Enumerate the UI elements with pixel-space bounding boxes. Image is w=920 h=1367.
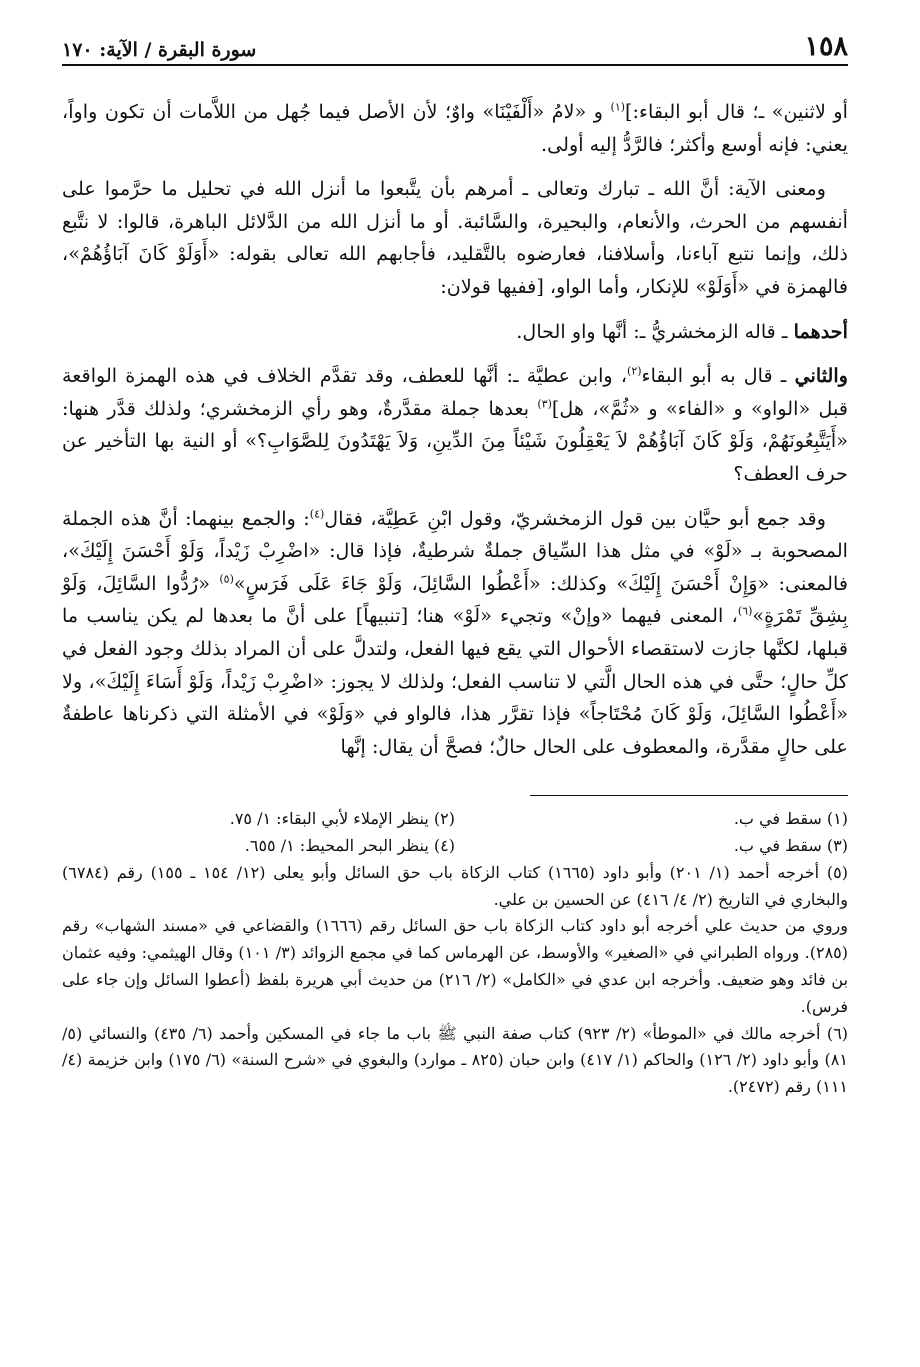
paragraph-5-text-c: «رُدُّوا السَّائِلَ، وَلَوْ بِشِقِّ تَمْرَةٍ»	[62, 571, 848, 628]
footnote-ref-5: (٥)	[219, 572, 234, 586]
footnote-ref-3: (٣)	[537, 397, 552, 411]
paragraph-4	[62, 360, 848, 490]
paragraph-4-text-a: ـ قال به أبو البقاء	[641, 364, 795, 388]
main-text	[62, 96, 848, 763]
page-number: ١٥٨	[804, 31, 848, 62]
footnote-ref-4: (٤)	[309, 507, 325, 521]
paragraph-4-text-b: ، وابن عطيَّة ـ: أنَّها للعطف، وقد تقدَّم الخلاف في هذه الهمزة الواقعة قبل «الواو» و «الفاء» و «ثُمَّ»، هل]	[62, 364, 848, 420]
footnote-row-2	[62, 833, 848, 860]
paragraph-4-lead: والثاني	[794, 364, 848, 388]
footnote-separator	[530, 795, 848, 796]
footnote-4: (٤) ينظر البحر المحيط: ١/ ٦٥٥.	[244, 836, 455, 856]
footnotes	[62, 806, 848, 1101]
paragraph-2: ومعنى الآية: أنَّ الله ـ تبارك وتعالى ـ أمرهم بأن يتَّبعوا ما أنزل الله في تحليل ما حرَّموا على أنفسهم من الحرث، والأنعام، والبحيرة، والسَّائبة. أو ما أنزل الله من الدَّلائل الباهرة، قالوا: لا نتَّبع ذلك، وإنما نتبع آباءنا، وأسلافنا، فعارضوه بالتَّقليد، فأجابهم الله تعالى بقوله: «أَوَلَوْ كَانَ آبَاؤُهُمْ»، فالهمزة في «أَوَلَوْ» للإنكار، وأما الواو، [ففيها قولان:	[62, 177, 848, 298]
footnote-1: (١) سقط في ب.	[733, 809, 848, 829]
paragraph-1	[62, 96, 848, 161]
paragraph-3-rest: ـ قاله الزمخشريُّ ـ: أنَّها واو الحال.	[516, 319, 794, 343]
footnote-separator-wrap	[62, 775, 848, 806]
footnote-row-1	[62, 806, 848, 833]
page-header	[62, 26, 848, 66]
footnote-ref-6: (٦)	[737, 604, 753, 618]
paragraph-1-rest: و «لامُ «أَلْفَيْنَا» واوٌ؛ لأن الأصل فيما جُهل من اللاَّمات أن تكون واواً، يعني: فإنه أوسع وأكثر؛ فالرَّدُّ إليه أولى.	[62, 100, 848, 156]
paragraph-1-text: أو لاثنين» ـ؛ قال أبو البقاء:]	[625, 100, 848, 123]
paragraph-3	[62, 316, 848, 349]
paragraph-5-text-a: وقد جمع أبو حيَّان بين قول الزمخشريّ، وقول ابْنِ عَطِيَّة، فقال	[324, 506, 826, 530]
footnote-5-continued: وروي من حديث علي أخرجه أبو داود كتاب الزكاة باب حق السائل رقم (١٦٦٦) والقضاعي في «مسند الشهاب» رقم (٢٨٥). ورواه الطبراني في «الصغير» والأوسط، عن الهرماس كما في مجمع الزوائد (٣/ ١٠١) وقال الهيثمي: وفيه عثمان بن فائد وهو ضعيف. وأخرجه ابن عدي في «الكامل» (٢/ ٢١٦) من حديث أبي هريرة بلفظ (أعطوا السائل وإن جاء على فرس).	[62, 916, 849, 1016]
document-page	[62, 26, 848, 1347]
paragraph-4-text-c: بعدها جملة مقدَّرةٌ، وهو رأي الزمخشري؛ ولذلك قدَّر هنها: «أَيَتَّبِعُونَهُمْ، وَلَوْ كَانَ آبَاؤُهُمْ لاَ يَعْقِلُونَ شَيْئاً مِنَ الدِّينِ، وَلاَ يَهْتَدُونَ لِلصَّوَابِ؟» أو النية بها التأخير عن حرف العطف؟	[62, 396, 848, 485]
footnote-2: (٢) ينظر الإملاء لأبي البقاء: ١/ ٧٥.	[229, 809, 455, 829]
paragraph-5	[62, 503, 848, 764]
paragraph-5-text-d: ، المعنى فيهما «وإنْ» وتجيء «لَوْ» هنا؛ [تنبيهاً] على أنَّ ما بعدها لم يكن يناسب ما قبلها، لكنَّها جازت لاستقصاء الأحوال التي يقع فيها الفعل، ولتدلَّ على أن المراد بذلك وجود الفعل في كلِّ حالٍ؛ حتَّى في هذه الحال الَّتي لا تناسب الفعل؛ ولذلك لا يجوز: «اضْرِبْ زَيْداً، وَلَوْ أَسَاءَ إِلَيْكَ»، ولا «أَعْطُوا السَّائِلَ، وَلَوْ كَانَ مُحْتَاجاً» فإذا تقرَّر هذا، فالواو في «وَلَوْ» في الأمثلة التي ذكرناها عاطفةٌ على حالٍ مقدَّرة، والمعطوف على الحال حالٌ؛ فصحَّ أن يقال: إنَّها	[62, 604, 848, 758]
paragraph-5-text-b: : والجمع بينهما: أنَّ هذه الجملة المصحوبة بـ «لَوْ» في مثل هذا السِّياق جملةٌ شرطيةٌ، فإذا قال: «اضْرِبْ زَيْداً، وَلَوْ أَحْسَنَ إِلَيْكَ»، فالمعنى: «وَإِنْ أَحْسَنَ إِلَيْكَ» وكذلك: «أَعْطُوا السَّائِلَ، وَلَوْ جَاءَ عَلَى فَرَسٍ»	[62, 506, 848, 595]
footnote-5: (٥) أخرجه أحمد (١/ ٢٠١) وأبو داود (١٦٦٥) كتاب الزكاة باب حق السائل وأبو يعلى (١٢/ ١٥٤ ـ ١٥٥) رقم (٦٧٨٤) والبخاري في التاريخ (٢/ ٤/ ٤١٦) عن الحسين بن علي.	[62, 862, 848, 909]
footnote-ref-2: (٢)	[627, 364, 642, 378]
footnote-6: (٦) أخرجه مالك في «الموطأ» (٢/ ٩٢٣) كتاب صفة النبي ﷺ باب ما جاء في المسكين وأحمد (٦/ ٤٣٥) والنسائي (٥/ ٨١) وأبو داود (٢/ ١٢٦) والحاكم (١/ ٤١٧) وابن حبان (٨٢٥ ـ موارد) والبغوي في «شرح السنة» (٦/ ١٧٥) وابن خزيمة (٤/ ١١١) رقم (٢٤٧٢).	[62, 1023, 849, 1097]
paragraph-3-lead: أحدهما	[793, 319, 848, 343]
running-title: سورة البقرة / الآية: ١٧٠	[62, 39, 257, 61]
footnote-ref-1: (١)	[610, 100, 626, 114]
footnote-3: (٣) سقط في ب.	[733, 836, 848, 856]
